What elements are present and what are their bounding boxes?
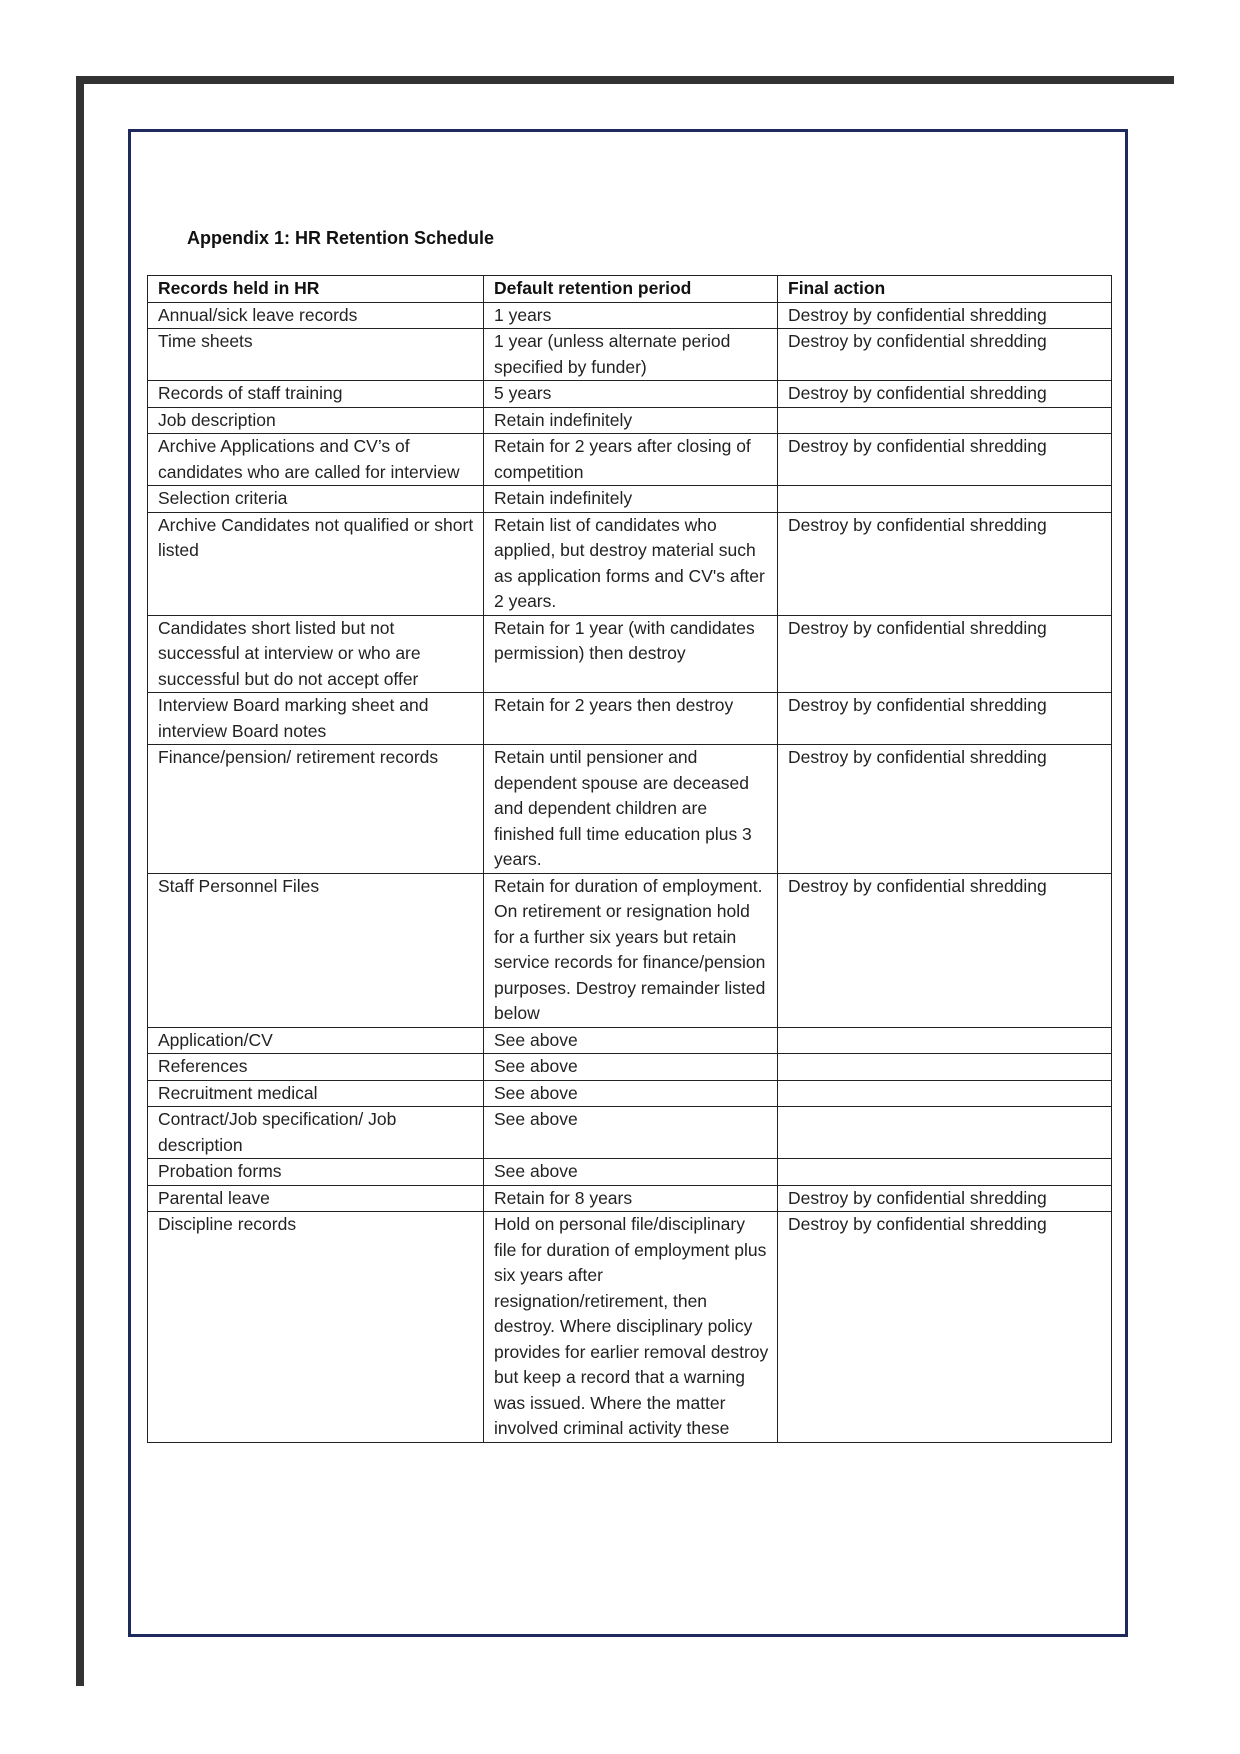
- action-cell: Destroy by confidential shredding: [778, 693, 1112, 745]
- column-header-records: Records held in HR: [148, 276, 484, 303]
- column-header-final-action: Final action: [778, 276, 1112, 303]
- retention-cell: See above: [484, 1159, 778, 1186]
- retention-cell: Retain for 1 year (with candidates permission) then destroy: [484, 615, 778, 693]
- record-cell: Archive Candidates not qualified or short listed: [148, 512, 484, 615]
- action-cell: Destroy by confidential shredding: [778, 745, 1112, 874]
- retention-cell: Retain for 2 years after closing of competition: [484, 434, 778, 486]
- record-cell: Time sheets: [148, 329, 484, 381]
- record-cell: Archive Applications and CV’s of candidates who are called for interview: [148, 434, 484, 486]
- action-cell: Destroy by confidential shredding: [778, 1185, 1112, 1212]
- action-cell: Destroy by confidential shredding: [778, 381, 1112, 408]
- frame-left-border: [76, 76, 84, 1686]
- action-cell: Destroy by confidential shredding: [778, 302, 1112, 329]
- retention-cell: 5 years: [484, 381, 778, 408]
- action-cell: Destroy by confidential shredding: [778, 1212, 1112, 1443]
- action-cell: Destroy by confidential shredding: [778, 873, 1112, 1027]
- record-cell: Selection criteria: [148, 486, 484, 513]
- table-row: [148, 329, 1112, 381]
- action-cell: [778, 1159, 1112, 1186]
- table-row: [148, 1054, 1112, 1081]
- record-cell: Interview Board marking sheet and interview Board notes: [148, 693, 484, 745]
- action-cell: Destroy by confidential shredding: [778, 615, 1112, 693]
- record-cell: Discipline records: [148, 1212, 484, 1443]
- retention-cell: See above: [484, 1080, 778, 1107]
- column-header-retention-period: Default retention period: [484, 276, 778, 303]
- record-cell: Candidates short listed but not successful at interview or who are successful but do not accept offer: [148, 615, 484, 693]
- table-row: [148, 1159, 1112, 1186]
- table-row: [148, 1027, 1112, 1054]
- retention-cell: Retain list of candidates who applied, but destroy material such as application forms and CV's after 2 years.: [484, 512, 778, 615]
- document-title: Appendix 1: HR Retention Schedule: [187, 228, 495, 248]
- retention-cell: 1 year (unless alternate period specified by funder): [484, 329, 778, 381]
- record-cell: Annual/sick leave records: [148, 302, 484, 329]
- retention-cell: Retain indefinitely: [484, 407, 778, 434]
- record-cell: Records of staff training: [148, 381, 484, 408]
- record-cell: Parental leave: [148, 1185, 484, 1212]
- table-row: [148, 1212, 1112, 1443]
- table-row: [148, 1080, 1112, 1107]
- action-cell: [778, 1080, 1112, 1107]
- action-cell: Destroy by confidential shredding: [778, 329, 1112, 381]
- record-cell: References: [148, 1054, 484, 1081]
- action-cell: Destroy by confidential shredding: [778, 434, 1112, 486]
- action-cell: [778, 1107, 1112, 1159]
- record-cell: Contract/Job specification/ Job description: [148, 1107, 484, 1159]
- table-row: [148, 434, 1112, 486]
- table-row: [148, 407, 1112, 434]
- action-cell: [778, 1027, 1112, 1054]
- table-row: [148, 302, 1112, 329]
- record-cell: Finance/pension/ retirement records: [148, 745, 484, 874]
- retention-schedule-table: [147, 275, 1112, 1443]
- table-row: [148, 512, 1112, 615]
- action-cell: Destroy by confidential shredding: [778, 512, 1112, 615]
- frame-top-border: [76, 76, 1174, 84]
- retention-cell: See above: [484, 1054, 778, 1081]
- table-row: [148, 745, 1112, 874]
- action-cell: [778, 486, 1112, 513]
- record-cell: Probation forms: [148, 1159, 484, 1186]
- table-row: [148, 615, 1112, 693]
- record-cell: Application/CV: [148, 1027, 484, 1054]
- retention-cell: Retain for 2 years then destroy: [484, 693, 778, 745]
- table-row: [148, 693, 1112, 745]
- record-cell: Recruitment medical: [148, 1080, 484, 1107]
- retention-cell: Retain until pensioner and dependent spouse are deceased and dependent children are finished full time education plus 3 years.: [484, 745, 778, 874]
- table-row: [148, 381, 1112, 408]
- table-row: [148, 1185, 1112, 1212]
- retention-cell: See above: [484, 1107, 778, 1159]
- table-header-row: [148, 276, 1112, 303]
- record-cell: Job description: [148, 407, 484, 434]
- retention-cell: 1 years: [484, 302, 778, 329]
- table-row: [148, 1107, 1112, 1159]
- table-row: [148, 486, 1112, 513]
- table-row: [148, 873, 1112, 1027]
- retention-cell: Retain for duration of employment. On retirement or resignation hold for a further six years but retain service records for finance/pension purposes. Destroy remainder listed below: [484, 873, 778, 1027]
- retention-cell: Retain for 8 years: [484, 1185, 778, 1212]
- record-cell: Staff Personnel Files: [148, 873, 484, 1027]
- retention-cell: Hold on personal file/disciplinary file for duration of employment plus six years after resignation/retirement, then destroy. Where disciplinary policy provides for earlier removal destroy but keep a record that a warning was issued. Where the matter involved criminal activity these: [484, 1212, 778, 1443]
- action-cell: [778, 1054, 1112, 1081]
- action-cell: [778, 407, 1112, 434]
- retention-cell: See above: [484, 1027, 778, 1054]
- retention-cell: Retain indefinitely: [484, 486, 778, 513]
